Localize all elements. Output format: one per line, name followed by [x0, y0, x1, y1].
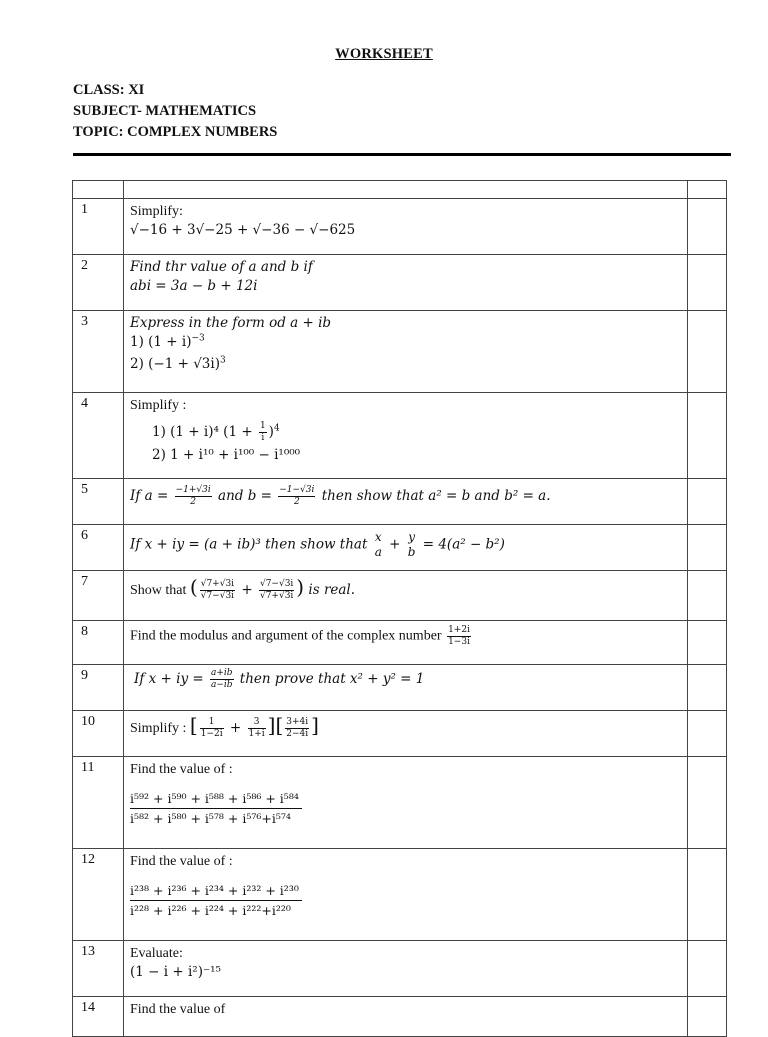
question-label: Simplify : — [130, 398, 187, 413]
question-number: 8 — [73, 621, 124, 665]
question-label: Evaluate: — [130, 946, 183, 961]
fraction-numerator: a+ib — [210, 668, 233, 678]
fraction-numerator: −1+√3i — [175, 485, 211, 495]
fraction-denominator: b — [407, 545, 416, 559]
fraction-denominator: 1−3i — [448, 637, 470, 647]
question-exponent: 4 — [273, 423, 280, 434]
question-row — [73, 311, 727, 393]
question-text: then prove that x² + y² = 1 — [235, 671, 425, 687]
question-row — [73, 665, 727, 711]
question-math: √−16 + 3√−25 + √−36 − √−625 — [130, 222, 356, 238]
fraction-denominator: 2−4i — [286, 729, 309, 740]
questions-table — [72, 180, 727, 1037]
question-row — [73, 199, 727, 255]
worksheet-title: WORKSHEET — [335, 46, 433, 62]
fraction-numerator: i⁵⁹² + i⁵⁹⁰ + i⁵⁸⁸ + i⁵⁸⁶ + i⁵⁸⁴ — [130, 791, 302, 809]
question-text: Show that — [130, 583, 190, 598]
question-text: + — [384, 536, 405, 553]
question-row — [73, 849, 727, 941]
fraction-denominator: 1−2i — [200, 729, 223, 740]
question-number: 14 — [73, 997, 124, 1037]
question-row — [73, 255, 727, 311]
question-number: 13 — [73, 941, 124, 997]
fraction-numerator: 1 — [200, 717, 224, 729]
question-text: If a = — [130, 488, 173, 504]
question-text: Find thr value of a and b if — [130, 259, 313, 275]
question-item: 2) 1 + i¹⁰ + i¹⁰⁰ − i¹⁰⁰⁰ — [152, 447, 301, 463]
question-number: 5 — [73, 479, 124, 525]
question-number: 9 — [73, 665, 124, 711]
fraction-numerator: i²³⁸ + i²³⁶ + i²³⁴ + i²³² + i²³⁰ — [130, 883, 302, 901]
fraction-denominator: 2 — [190, 497, 197, 507]
fraction-numerator: 3 — [248, 717, 266, 729]
fraction-numerator: x — [374, 530, 382, 544]
question-text: Find the modulus and argument of the complex number — [130, 628, 446, 644]
topic-line: TOPIC: COMPLEX NUMBERS — [73, 124, 278, 140]
question-item: 1) (1 + i) — [130, 334, 192, 350]
question-text: and b = — [213, 488, 277, 504]
question-row — [73, 525, 727, 571]
question-number: 6 — [73, 525, 124, 571]
fraction-numerator: √7−√3i — [259, 579, 294, 590]
table-header-row — [73, 181, 727, 199]
fraction-numerator: √7+√3i — [200, 579, 235, 590]
question-text: then show that a² = b and b² = a. — [317, 488, 551, 504]
fraction-denominator: i — [261, 433, 265, 443]
question-item: 1) (1 + i)⁴ (1 + — [152, 424, 257, 440]
question-row: 4 Simplify : 1) (1 + i)⁴ (1 + $\frac{1}{i}$ )$^4$ 2) 1 + i¹⁰ + i¹⁰⁰ − i¹⁰⁰⁰ — [73, 393, 727, 479]
question-row — [73, 621, 727, 665]
question-text: is real. — [304, 582, 356, 598]
fraction-numerator: 1+2i — [448, 625, 470, 635]
fraction-numerator: y — [408, 530, 415, 544]
question-math: abi = 3a − b + 12i — [130, 278, 258, 294]
fraction-denominator: a — [374, 545, 382, 559]
fraction-denominator: √7−√3i — [200, 591, 235, 602]
question-row — [73, 757, 727, 849]
question-row: 7 Show that ( $\frac{√7+√3i}{√7-√3i}$ + $\frac{√7-√3i}{√7+√3i}$ ) is real. — [73, 571, 727, 621]
question-row: 10 Simplify : [ $\frac{1}{1-2i}$ + $\frac{3}{1+i}$ ][ $\frac{3+4i}{2-4i}$ ] — [73, 711, 727, 757]
question-text: + — [225, 720, 246, 736]
fraction-denominator: √7+√3i — [259, 591, 294, 602]
question-number: 2 — [73, 255, 124, 311]
question-label: Find the value of — [130, 1002, 226, 1017]
question-number: 12 — [73, 849, 124, 941]
class-line: CLASS: XI — [73, 82, 145, 98]
question-text: If x + iy = (a + ib)³ then show that — [130, 536, 372, 553]
fraction-numerator: −1−√3i — [279, 485, 315, 495]
question-label: Find the value of : — [130, 762, 233, 777]
question-text: If x + iy = — [134, 671, 208, 687]
question-exponent: −3 — [191, 333, 205, 344]
fraction-numerator: 1 — [259, 421, 266, 431]
question-text: = 4(a² − b²) — [418, 536, 505, 553]
question-row — [73, 479, 727, 525]
subject-line: SUBJECT- MATHEMATICS — [73, 103, 257, 119]
fraction-denominator: a−ib — [210, 680, 233, 690]
question-row — [73, 997, 727, 1037]
question-label: Find the value of : — [130, 854, 233, 869]
header-divider — [73, 153, 731, 156]
fraction-denominator: 2 — [293, 497, 300, 507]
fraction-numerator: 3+4i — [286, 717, 309, 728]
question-number: 1 — [73, 199, 124, 255]
question-math: (1 − i + i²)⁻¹⁵ — [130, 964, 221, 980]
question-exponent: 3 — [220, 355, 226, 366]
question-number: 11 — [73, 757, 124, 849]
question-text: + — [237, 582, 257, 598]
question-label: Simplify: — [130, 204, 183, 219]
question-number: 7 — [73, 571, 124, 621]
question-row — [73, 941, 727, 997]
question-text: Simplify : — [130, 721, 190, 736]
question-number: 3 — [73, 311, 124, 393]
question-item: 2) (−1 + √3i) — [130, 356, 220, 372]
fraction-denominator: 1+i — [248, 729, 265, 740]
question-text: Express in the form od a + ib — [130, 315, 332, 331]
question-number: 4 — [73, 393, 124, 479]
question-number: 10 — [73, 711, 124, 757]
fraction-denominator: i⁵⁸² + i⁵⁸⁰ + i⁵⁷⁸ + i⁵⁷⁶+i⁵⁷⁴ — [130, 811, 291, 826]
fraction-denominator: i²²⁸ + i²²⁶ + i²²⁴ + i²²²+i²²⁰ — [130, 903, 291, 918]
